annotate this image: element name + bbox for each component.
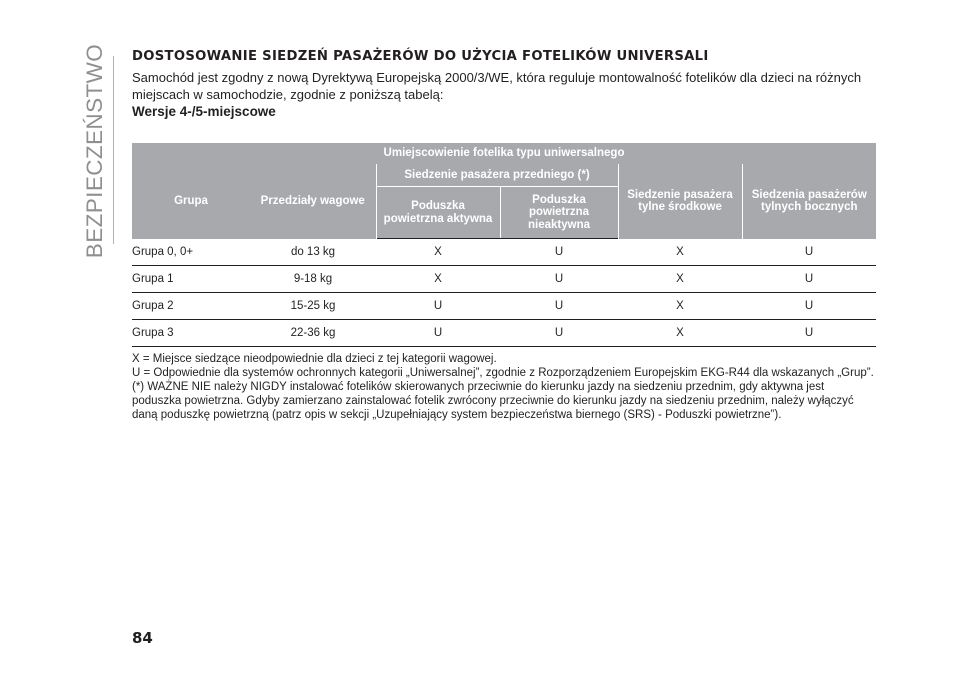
table-row bbox=[132, 266, 876, 293]
header-rear-side: Siedzenia pasażerów tylnych bocznych bbox=[742, 164, 876, 239]
side-divider bbox=[113, 56, 114, 244]
cell-weight: 15-25 kg bbox=[250, 293, 376, 320]
footnote-u: U = Odpowiednie dla systemów ochronnych kategorii „Uniwersalnej”, zgodnie z Rozporządzeniem Europejskim EKG-R44 dla wskazanych „Grup”. bbox=[132, 367, 874, 379]
cell-airbag-active: U bbox=[376, 320, 500, 347]
cell-airbag-active: X bbox=[376, 239, 500, 266]
cell-rear-side: U bbox=[742, 320, 876, 347]
header-airbag-active: Poduszka powietrzna aktywna bbox=[376, 187, 500, 239]
table-top-header: Umiejscowienie fotelika typu uniwersalnego bbox=[132, 143, 876, 164]
cell-rear-side: U bbox=[742, 293, 876, 320]
cell-airbag-active: U bbox=[376, 293, 500, 320]
table-row bbox=[132, 293, 876, 320]
cell-group: Grupa 1 bbox=[132, 266, 250, 293]
cell-rear-center: X bbox=[618, 266, 742, 293]
header-front-seat: Siedzenie pasażera przedniego (*) bbox=[376, 164, 618, 187]
section-side-title-text: BEZPIECZEŃSTWO bbox=[82, 43, 107, 259]
child-seat-table bbox=[132, 143, 876, 347]
footnote-warning: (*) WAŻNE NIE należy NIGDY instalować fotelików skierowanych przeciwnie do kierunku jazdy na siedzeniu przednim, gdy aktywna jest poduszka powietrzna. Gdyby zamierzano zainstalować fotelik zwrócony przeciwnie do kierunku jazdy na siedzeniu przednim, należy wyłączyć daną poduszkę powietrzną (patrz opis w sekcji „Uzupełniający system bezpieczeństwa biernego (SRS) - Poduszki powietrzne”). bbox=[132, 381, 854, 421]
header-rear-center: Siedzenie pasażera tylne środkowe bbox=[618, 164, 742, 239]
cell-airbag-active: X bbox=[376, 266, 500, 293]
version-subheading: Wersje 4-/5-miejscowe bbox=[132, 104, 276, 119]
table-row bbox=[132, 320, 876, 347]
cell-rear-center: X bbox=[618, 320, 742, 347]
cell-airbag-inactive: U bbox=[500, 293, 618, 320]
footnote-x: X = Miejsce siedzące nieodpowiednie dla dzieci z tej kategorii wagowej. bbox=[132, 353, 497, 365]
table-footnotes bbox=[132, 352, 876, 422]
intro-paragraph: Samochód jest zgodny z nową Dyrektywą Europejską 2000/3/WE, która reguluje montowalność fotelików dla dzieci na różnych miejscach w samochodzie, zgodnie z poniższą tabelą: bbox=[132, 70, 862, 102]
cell-rear-side: U bbox=[742, 266, 876, 293]
cell-group: Grupa 0, 0+ bbox=[132, 239, 250, 266]
page-heading: DOSTOSOWANIE SIEDZEŃ PASAŻERÓW DO UŻYCIA FOTELIKÓW UNIVERSALI bbox=[132, 49, 709, 64]
cell-weight: 22-36 kg bbox=[250, 320, 376, 347]
cell-rear-center: X bbox=[618, 239, 742, 266]
cell-weight: do 13 kg bbox=[250, 239, 376, 266]
table-row bbox=[132, 239, 876, 266]
cell-rear-side: U bbox=[742, 239, 876, 266]
seat-suitability-table bbox=[132, 143, 876, 347]
cell-airbag-inactive: U bbox=[500, 266, 618, 293]
page-number: 84 bbox=[132, 629, 153, 647]
cell-rear-center: X bbox=[618, 293, 742, 320]
header-airbag-inactive: Poduszka powietrzna nieaktywna bbox=[500, 187, 618, 239]
cell-weight: 9-18 kg bbox=[250, 266, 376, 293]
header-weight: Przedziały wagowe bbox=[250, 164, 376, 239]
cell-airbag-inactive: U bbox=[500, 320, 618, 347]
cell-group: Grupa 3 bbox=[132, 320, 250, 347]
cell-airbag-inactive: U bbox=[500, 239, 618, 266]
section-side-title bbox=[78, 43, 112, 259]
header-group: Grupa bbox=[132, 164, 250, 239]
cell-group: Grupa 2 bbox=[132, 293, 250, 320]
